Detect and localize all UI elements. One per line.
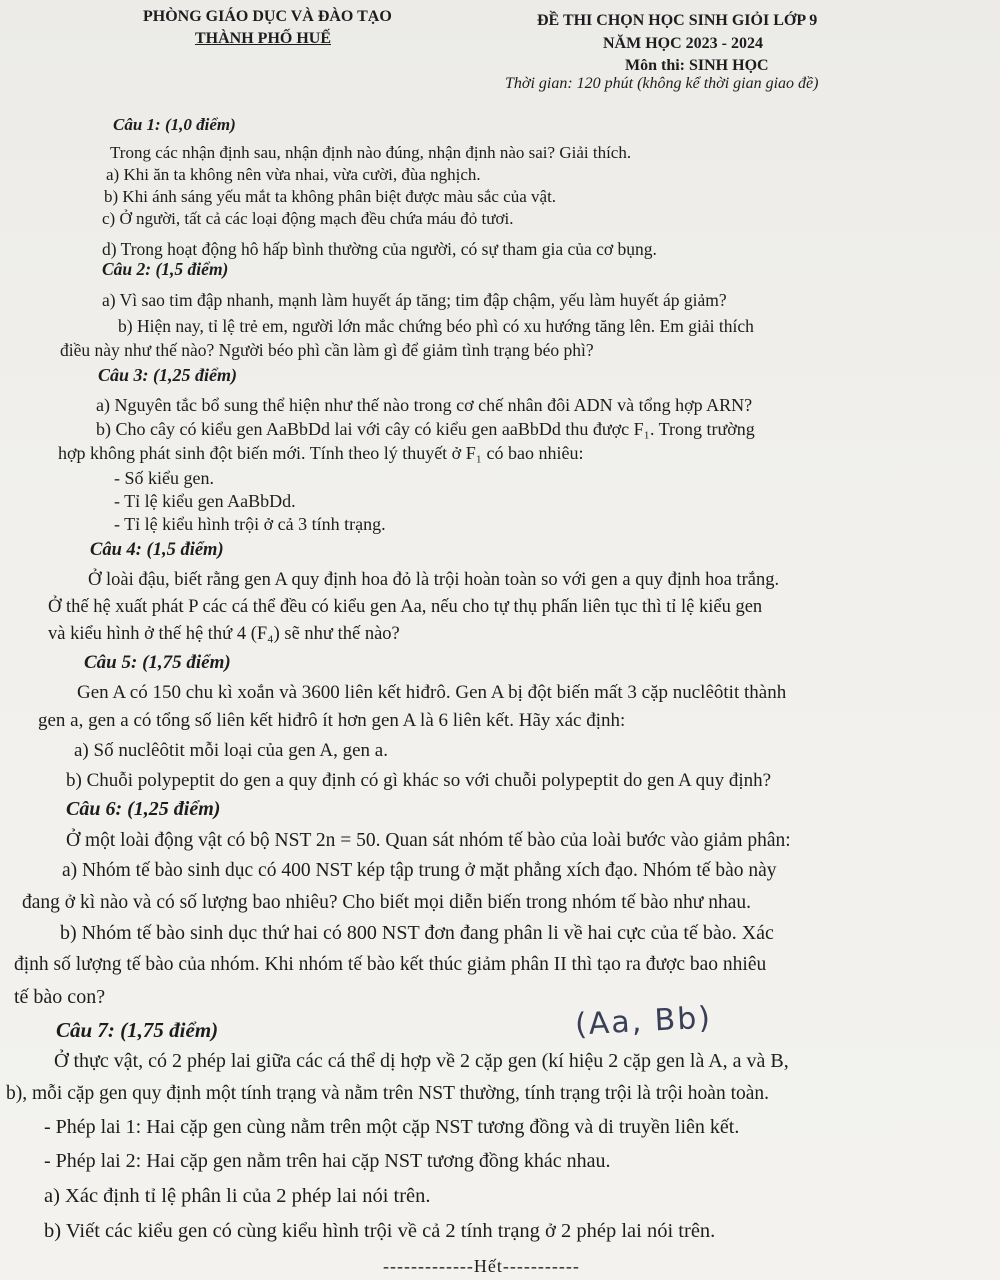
question-3-title: Câu 3: (1,25 điểm) bbox=[98, 365, 237, 385]
question-6-a-line2: đang ở kì nào và có số lượng bao nhiêu? Cho biết mọi diễn biến trong nhóm tế bào như nhau. bbox=[22, 892, 752, 913]
question-6-b-line1: b) Nhóm tế bào sinh dục thứ hai có 800 NST đơn đang phân li về hai cực của tế bào. Xác bbox=[60, 922, 774, 944]
question-7-a: a) Xác định tỉ lệ phân li của 2 phép lai nói trên. bbox=[44, 1185, 431, 1207]
question-3-a: a) Nguyên tắc bổ sung thể hiện như thế nào trong cơ chế nhân đôi ADN và tổng hợp ARN? bbox=[96, 395, 753, 415]
question-1-intro: Trong các nhận định sau, nhận định nào đúng, nhận định nào sai? Giải thích. bbox=[110, 143, 632, 162]
exam-title: ĐỀ THI CHỌN HỌC SINH GIỎI LỚP 9 bbox=[537, 12, 818, 29]
question-1-c: c) Ở người, tất cả các loại động mạch đều chứa máu đỏ tươi. bbox=[102, 209, 514, 228]
question-6-intro: Ở một loài động vật có bộ NST 2n = 50. Quan sát nhóm tế bào của loài bước vào giảm phân: bbox=[66, 830, 791, 851]
question-2-b-line2: điều này như thế nào? Người béo phì cần làm gì để giảm tình trạng béo phì? bbox=[60, 340, 594, 360]
question-1-title: Câu 1: (1,0 điểm) bbox=[113, 115, 236, 134]
header-city: THÀNH PHỐ HUẾ bbox=[195, 30, 332, 47]
question-5-b: b) Chuỗi polypeptit do gen a quy định có gì khác so với chuỗi polypeptit do gen A quy định? bbox=[66, 770, 772, 791]
question-2-b-line1: b) Hiện nay, tỉ lệ trẻ em, người lớn mắc chứng béo phì có xu hướng tăng lên. Em giải thích bbox=[118, 316, 754, 336]
question-3-item-2: - Tỉ lệ kiểu gen AaBbDd. bbox=[114, 491, 296, 511]
question-4-title: Câu 4: (1,5 điểm) bbox=[90, 540, 224, 560]
question-2-a: a) Vì sao tim đập nhanh, mạnh làm huyết áp tăng; tim đập chậm, yếu làm huyết áp giảm? bbox=[102, 290, 727, 310]
question-6-b-line3: tế bào con? bbox=[14, 986, 106, 1008]
question-3-item-1: - Số kiểu gen. bbox=[114, 468, 214, 488]
question-6-b-line2: định số lượng tế bào của nhóm. Khi nhóm tế bào kết thúc giảm phân II thì tạo ra được bao nhiêu bbox=[14, 954, 767, 975]
question-7-cross-2: - Phép lai 2: Hai cặp gen nằm trên hai cặp NST tương đồng khác nhau. bbox=[44, 1150, 611, 1172]
question-3-b-line1: b) Cho cây có kiểu gen AaBbDd lai với cây có kiểu gen aaBbDd thu được F₁. Trong trường bbox=[96, 419, 755, 439]
question-7-line2: b), mỗi cặp gen quy định một tính trạng và nằm trên NST thường, tính trạng trội là trội hoàn toàn. bbox=[6, 1083, 770, 1104]
question-3-b-line2: hợp không phát sinh đột biến mới. Tính theo lý thuyết ở F₁ có bao nhiêu: bbox=[58, 443, 584, 463]
question-4-line1: Ở loài đậu, biết rằng gen A quy định hoa đỏ là trội hoàn toàn so với gen a quy định hoa trắng. bbox=[88, 570, 780, 590]
subject: Môn thi: SINH HỌC bbox=[625, 57, 769, 74]
question-4-line3: và kiểu hình ở thế hệ thứ 4 (F₄) sẽ như thế nào? bbox=[48, 624, 400, 644]
question-4-line2: Ở thế hệ xuất phát P các cá thể đều có kiểu gen Aa, nếu cho tự thụ phấn liên tục thì tỉ lệ kiểu gen bbox=[48, 597, 763, 617]
question-1-a: a) Khi ăn ta không nên vừa nhai, vừa cười, đùa nghịch. bbox=[106, 165, 481, 184]
question-6-title: Câu 6: (1,25 điểm) bbox=[66, 798, 221, 820]
question-5-line2: gen a, gen a có tổng số liên kết hiđrô ít hơn gen A là 6 liên kết. Hãy xác định: bbox=[38, 710, 626, 731]
question-7-cross-1: - Phép lai 1: Hai cặp gen cùng nằm trên một cặp NST tương đồng và di truyền liên kết. bbox=[44, 1116, 740, 1138]
question-5-line1: Gen A có 150 chu kì xoắn và 3600 liên kết hiđrô. Gen A bị đột biến mất 3 cặp nuclêôtit thành bbox=[77, 682, 787, 703]
question-1-d: d) Trong hoạt động hô hấp bình thường của người, có sự tham gia của cơ bụng. bbox=[102, 239, 657, 259]
handwritten-note: (Aa, Bb) bbox=[574, 1000, 713, 1043]
question-1-b: b) Khi ánh sáng yếu mắt ta không phân biệt được màu sắc của vật. bbox=[104, 187, 557, 206]
question-2-title: Câu 2: (1,5 điểm) bbox=[102, 259, 229, 279]
exam-time: Thời gian: 120 phút (không kể thời gian giao đề) bbox=[505, 75, 819, 92]
question-5-title: Câu 5: (1,75 điểm) bbox=[84, 652, 231, 673]
header-department: PHÒNG GIÁO DỤC VÀ ĐÀO TẠO bbox=[143, 8, 392, 25]
question-7-line1: Ở thực vật, có 2 phép lai giữa các cá thể dị hợp về 2 cặp gen (kí hiệu 2 cặp gen là A, a và B, bbox=[54, 1050, 789, 1072]
question-7-b: b) Viết các kiểu gen có cùng kiểu hình trội về cả 2 tính trạng ở 2 phép lai nói trên. bbox=[44, 1220, 716, 1242]
question-6-a-line1: a) Nhóm tế bào sinh dục có 400 NST kép tập trung ở mặt phẳng xích đạo. Nhóm tế bào này bbox=[62, 860, 777, 881]
end-marker: -------------Hết----------- bbox=[383, 1256, 580, 1276]
question-3-item-3: - Tỉ lệ kiểu hình trội ở cả 3 tính trạng. bbox=[114, 514, 386, 534]
question-7-title: Câu 7: (1,75 điểm) bbox=[56, 1018, 219, 1042]
question-5-a: a) Số nuclêôtit mỗi loại của gen A, gen a. bbox=[74, 740, 388, 761]
school-year: NĂM HỌC 2023 - 2024 bbox=[603, 35, 763, 52]
